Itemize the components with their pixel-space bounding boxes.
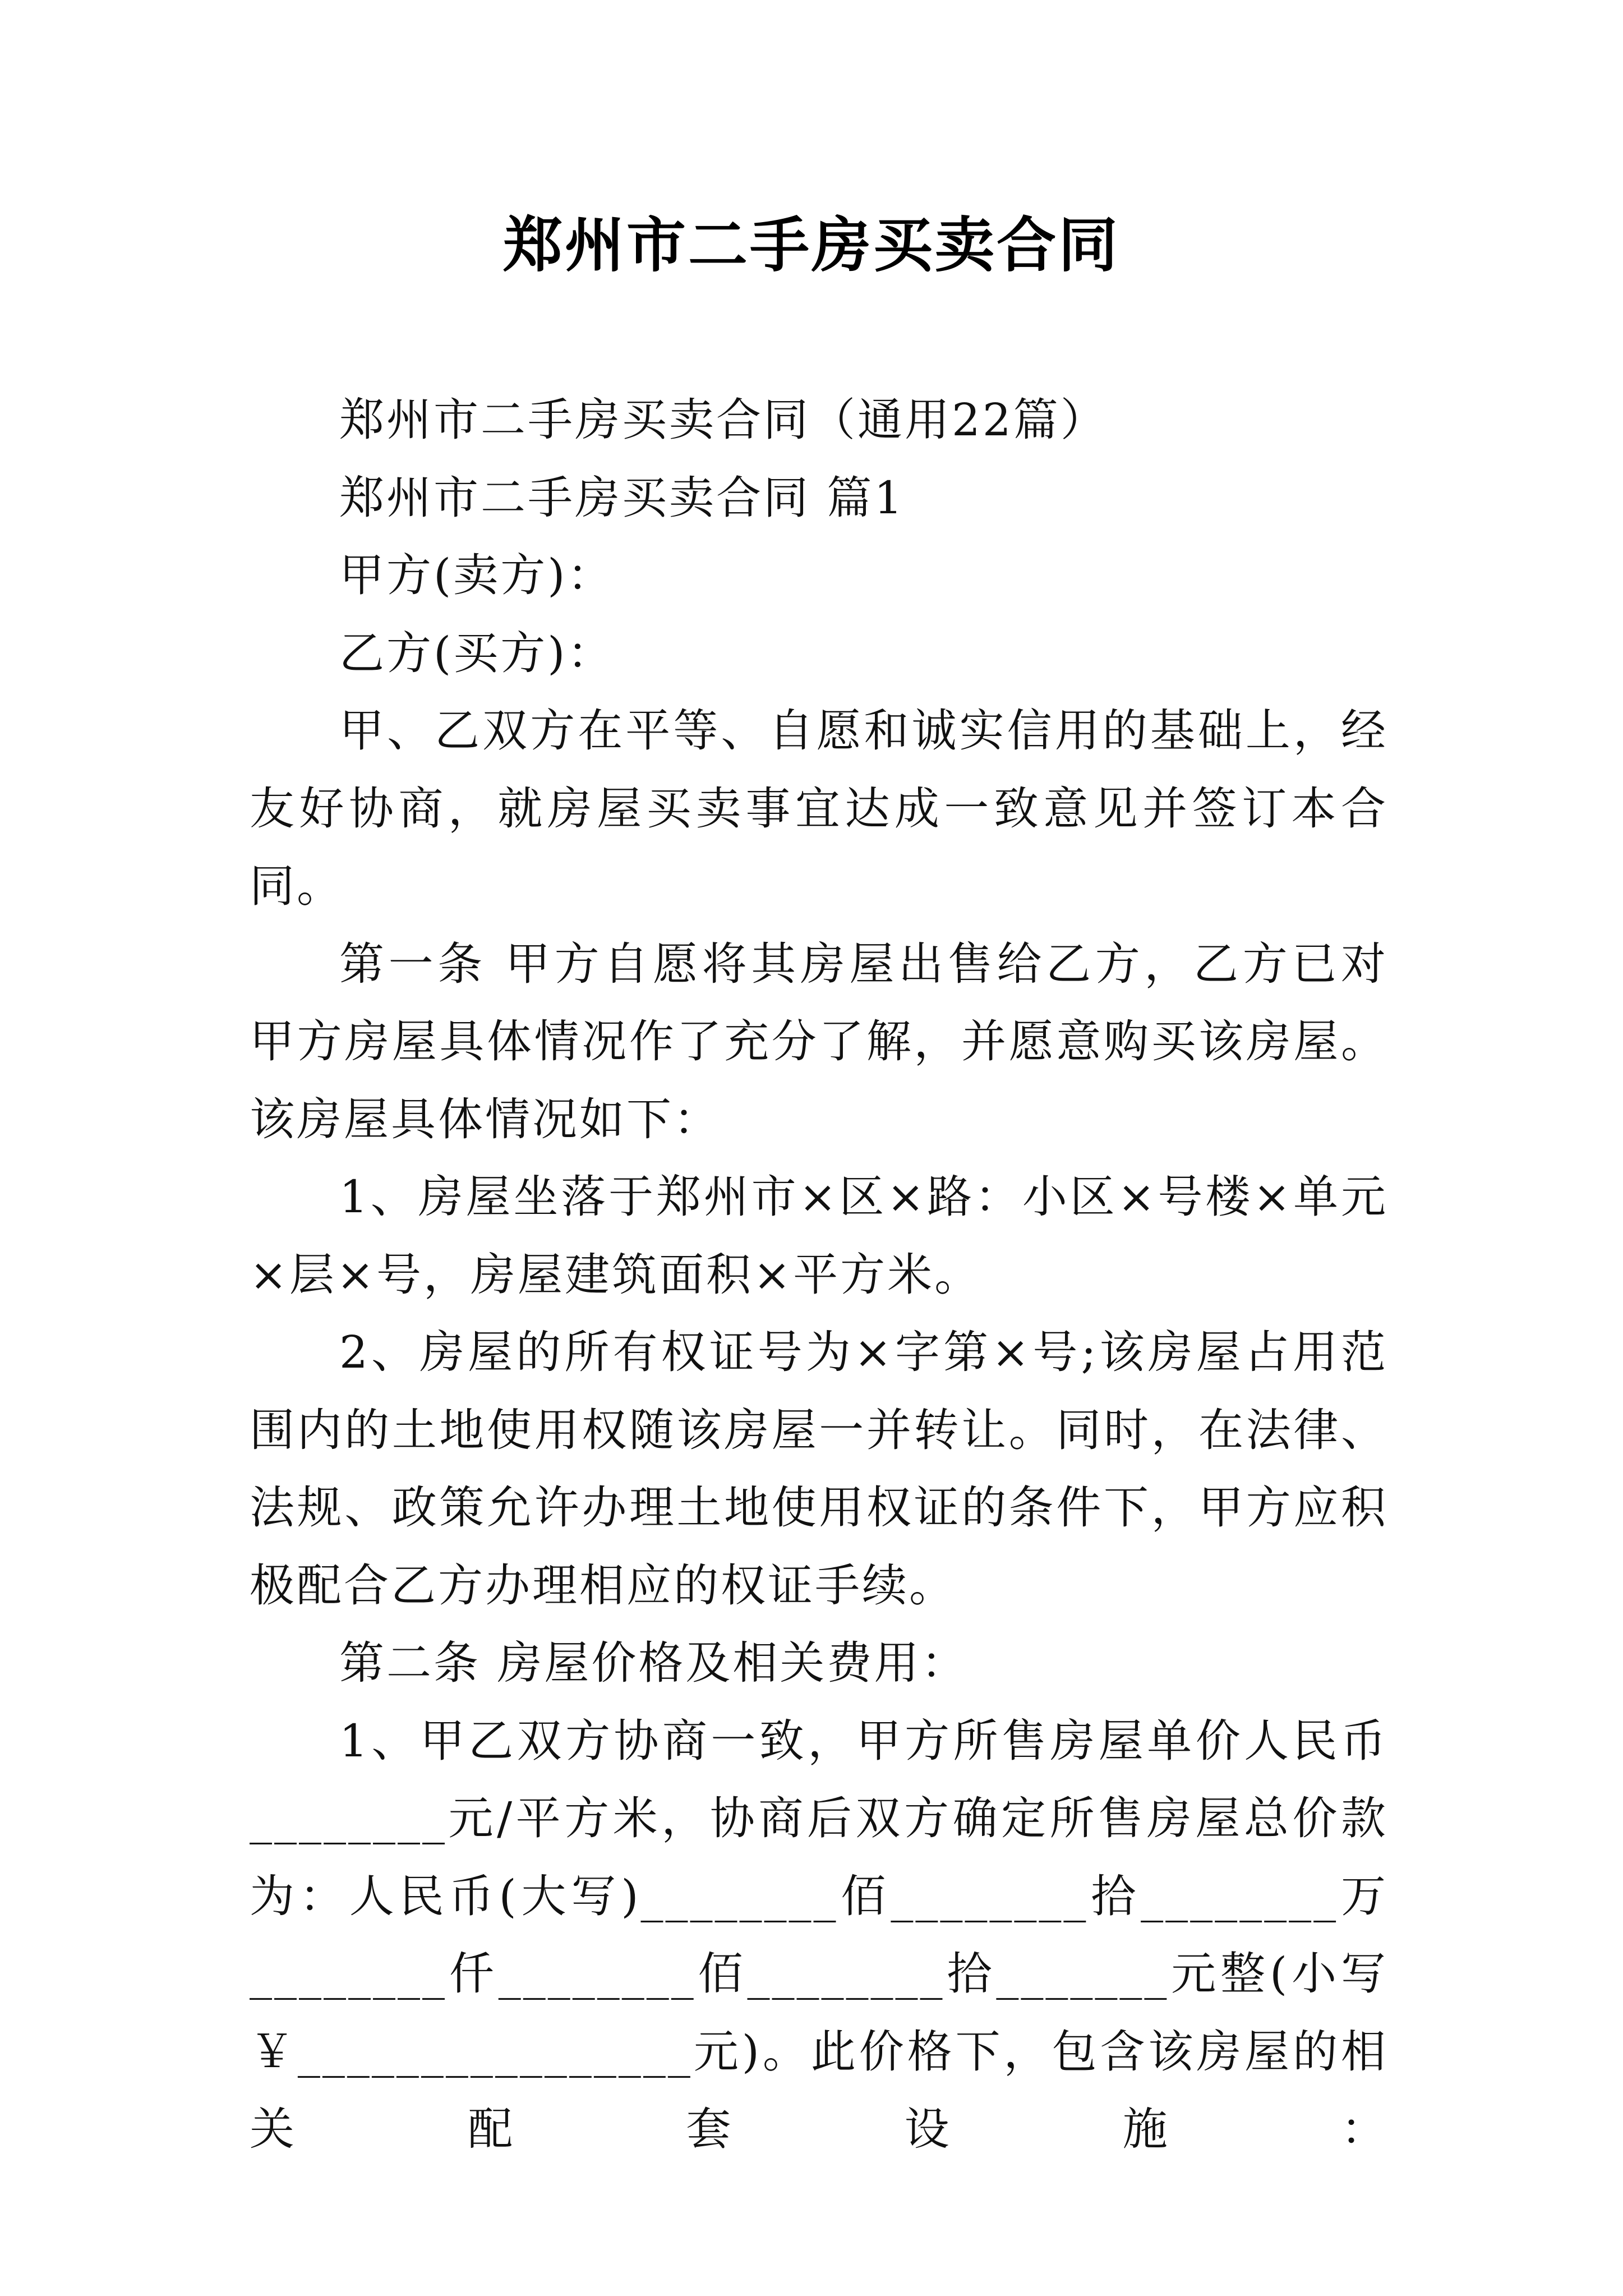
paragraph-preamble: 甲、乙双方在平等、自愿和诚实信用的基础上，经友好协商，就房屋买卖事宜达成一致意见并签订本合同。 xyxy=(250,705,1388,912)
paragraph-article-2-item-1: 1、甲乙双方协商一致，甲方所售房屋单价人民币________元/平方米，协商后双方确定所售房屋总价款为：人民币(大写)________佰________拾________万________仟________佰________拾_______元整(小写￥________________元)。此价格下，包含该房屋的相关配套设施： xyxy=(250,1714,1388,2155)
paragraph-article-1: 第一条 甲方自愿将其房屋出售给乙方，乙方已对甲方房屋具体情况作了充分了解，并愿意购买该房屋。该房屋具体情况如下： xyxy=(250,937,1388,1145)
document-title: 郑州市二手房买卖合同 xyxy=(503,210,1120,280)
paragraph-subtitle: 郑州市二手房买卖合同（通用22篇） xyxy=(339,394,1108,446)
paragraph-party-a: 甲方(卖方)： xyxy=(339,549,615,601)
paragraph-party-b: 乙方(买方)： xyxy=(339,627,615,679)
document-body xyxy=(250,381,1388,2169)
paragraph-article-2: 第二条 房屋价格及相关费用： xyxy=(339,1637,969,1689)
paragraph-article-1-item-1: 1、房屋坐落于郑州市×区×路：小区×号楼×单元×层×号，房屋建筑面积×平方米。 xyxy=(250,1171,1388,1301)
paragraph-section-heading: 郑州市二手房买卖合同 篇1 xyxy=(339,471,905,524)
paragraph-article-1-item-2: 2、房屋的所有权证号为×字第×号;该房屋占用范围内的土地使用权随该房屋一并转让。同时，在法律、法规、政策允许办理土地使用权证的条件下，甲方应积极配合乙方办理相应的权证手续。 xyxy=(250,1326,1388,1612)
